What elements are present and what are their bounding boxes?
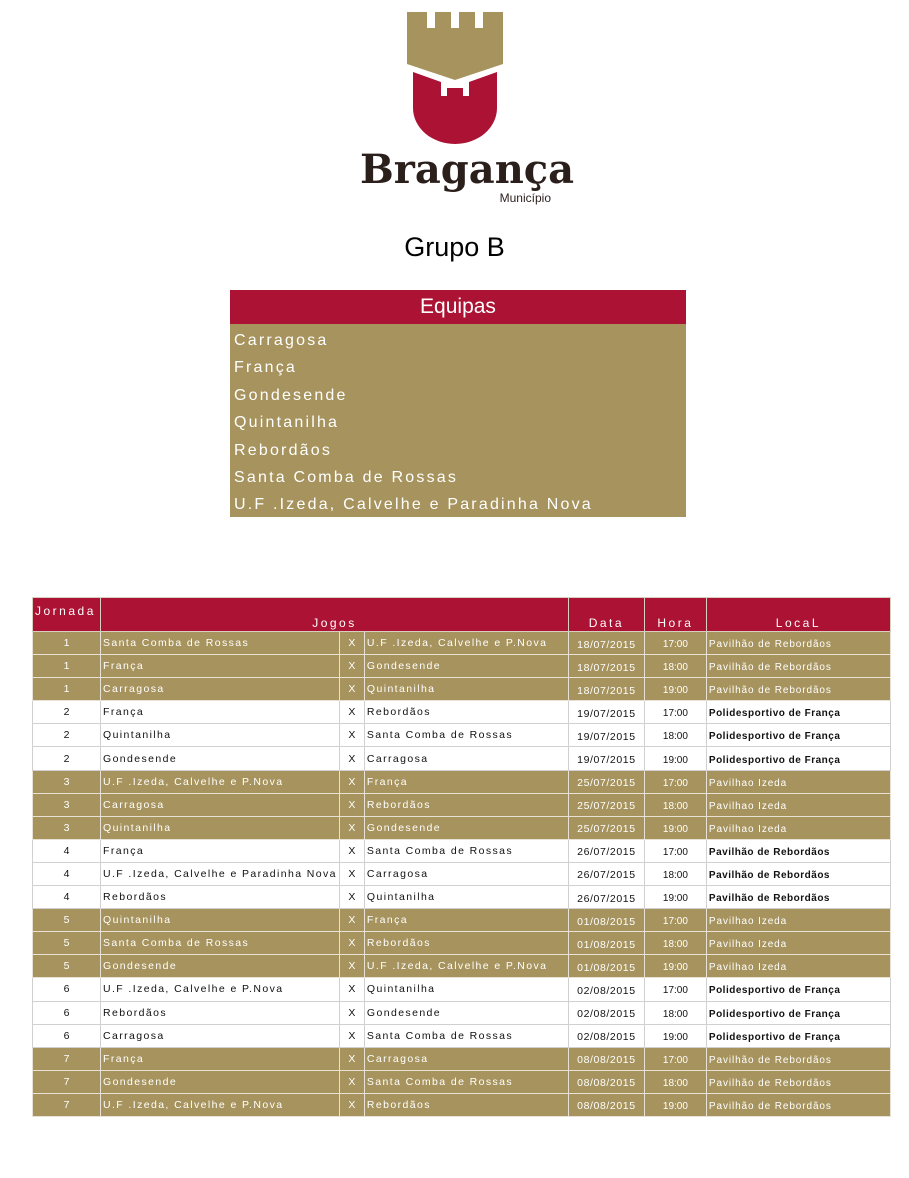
home-team-cell: França [101,839,340,862]
schedule-header-row [33,598,891,632]
team-item: Rebordãos [234,441,333,459]
date-cell: 19/07/2015 [568,747,644,770]
venue-cell: Pavilhao Izeda [706,909,890,932]
jornada-cell: 3 [33,816,101,839]
team-item: U.F .Izeda, Calvelhe e Paradinha Nova [234,496,593,514]
time-cell: 19:00 [644,747,706,770]
away-team-cell: Carragosa [364,862,568,885]
versus-cell: X [339,678,364,701]
versus-cell: X [339,1047,364,1070]
away-team-cell: Santa Comba de Rossas [364,1024,568,1047]
time-cell: 17:00 [644,1047,706,1070]
time-cell: 19:00 [644,678,706,701]
schedule-table [32,597,891,1117]
time-cell: 19:00 [644,1024,706,1047]
away-team-cell: França [364,909,568,932]
versus-cell: X [339,701,364,724]
versus-cell: X [339,886,364,909]
col-header-jornada: Jornada [33,598,101,632]
venue-cell: Pavilhão de Rebordãos [706,1070,890,1093]
venue-cell: Polidesportivo de França [706,747,890,770]
time-cell: 18:00 [644,1070,706,1093]
versus-cell: X [339,909,364,932]
teams-header: Equipas [230,290,686,324]
date-cell: 19/07/2015 [568,701,644,724]
away-team-cell: Carragosa [364,1047,568,1070]
time-cell: 17:00 [644,701,706,724]
jornada-cell: 6 [33,1001,101,1024]
away-team-cell: Santa Comba de Rossas [364,839,568,862]
jornada-cell: 7 [33,1093,101,1116]
home-team-cell: Santa Comba de Rossas [101,932,340,955]
jornada-cell: 2 [33,701,101,724]
teams-list [230,324,686,519]
away-team-cell: Quintanilha [364,978,568,1001]
team-item: Santa Comba de Rossas [234,468,459,486]
away-team-cell: Rebordãos [364,932,568,955]
home-team-cell: França [101,1047,340,1070]
home-team-cell: França [101,701,340,724]
venue-cell: Polidesportivo de França [706,978,890,1001]
date-cell: 19/07/2015 [568,724,644,747]
home-team-cell: U.F .Izeda, Calvelhe e P.Nova [101,770,340,793]
page-title: Grupo B [404,232,505,262]
versus-cell: X [339,632,364,655]
versus-cell: X [339,955,364,978]
time-cell: 18:00 [644,932,706,955]
home-team-cell: U.F .Izeda, Calvelhe e Paradinha Nova [101,862,340,885]
table-row [33,816,891,839]
jornada-cell: 6 [33,1024,101,1047]
versus-cell: X [339,724,364,747]
schedule-body [33,632,891,1117]
time-cell: 17:00 [644,839,706,862]
time-cell: 17:00 [644,632,706,655]
versus-cell: X [339,932,364,955]
table-row [33,862,891,885]
venue-cell: Pavilhao Izeda [706,955,890,978]
date-cell: 02/08/2015 [568,978,644,1001]
date-cell: 26/07/2015 [568,886,644,909]
versus-cell: X [339,655,364,678]
table-row [33,770,891,793]
table-row [33,955,891,978]
away-team-cell: Rebordãos [364,793,568,816]
versus-cell: X [339,770,364,793]
table-row [33,839,891,862]
table-row [33,932,891,955]
jornada-cell: 1 [33,655,101,678]
home-team-cell: Quintanilha [101,816,340,839]
away-team-cell: Santa Comba de Rossas [364,1070,568,1093]
time-cell: 18:00 [644,724,706,747]
home-team-cell: Quintanilha [101,909,340,932]
time-cell: 19:00 [644,886,706,909]
time-cell: 18:00 [644,793,706,816]
jornada-cell: 3 [33,770,101,793]
col-header-jogos: Jogos [101,598,569,632]
venue-cell: Pavilhão de Rebordãos [706,655,890,678]
date-cell: 18/07/2015 [568,655,644,678]
home-team-cell: Carragosa [101,793,340,816]
col-header-hora: Hora [644,598,706,632]
home-team-cell: Rebordãos [101,886,340,909]
jornada-cell: 1 [33,632,101,655]
away-team-cell: U.F .Izeda, Calvelhe e P.Nova [364,632,568,655]
jornada-cell: 5 [33,932,101,955]
jornada-cell: 4 [33,886,101,909]
home-team-cell: Gondesende [101,747,340,770]
versus-cell: X [339,1024,364,1047]
time-cell: 17:00 [644,978,706,1001]
versus-cell: X [339,747,364,770]
date-cell: 26/07/2015 [568,839,644,862]
time-cell: 19:00 [644,816,706,839]
venue-cell: Polidesportivo de França [706,701,890,724]
away-team-cell: U.F .Izeda, Calvelhe e P.Nova [364,955,568,978]
time-cell: 18:00 [644,1001,706,1024]
venue-cell: Pavilhão de Rebordãos [706,1047,890,1070]
table-row [33,1047,891,1070]
date-cell: 02/08/2015 [568,1024,644,1047]
table-row [33,1093,891,1116]
castle-tower-icon [405,10,505,145]
jornada-cell: 6 [33,978,101,1001]
jornada-cell: 4 [33,839,101,862]
table-row [33,701,891,724]
table-row [33,978,891,1001]
home-team-cell: Gondesende [101,955,340,978]
date-cell: 08/08/2015 [568,1093,644,1116]
versus-cell: X [339,839,364,862]
jornada-cell: 7 [33,1047,101,1070]
venue-cell: Polidesportivo de França [706,1024,890,1047]
logo-wordmark: Bragança [360,146,575,193]
jornada-cell: 4 [33,862,101,885]
date-cell: 25/07/2015 [568,770,644,793]
jornada-cell: 5 [33,955,101,978]
home-team-cell: Carragosa [101,1024,340,1047]
venue-cell: Polidesportivo de França [706,1001,890,1024]
date-cell: 01/08/2015 [568,955,644,978]
table-row [33,909,891,932]
jornada-cell: 1 [33,678,101,701]
versus-cell: X [339,816,364,839]
versus-cell: X [339,1070,364,1093]
home-team-cell: Rebordãos [101,1001,340,1024]
table-row [33,1001,891,1024]
jornada-cell: 2 [33,747,101,770]
col-header-data: Data [568,598,644,632]
jornada-cell: 2 [33,724,101,747]
time-cell: 19:00 [644,1093,706,1116]
away-team-cell: Rebordãos [364,1093,568,1116]
time-cell: 17:00 [644,770,706,793]
away-team-cell: Quintanilha [364,678,568,701]
versus-cell: X [339,978,364,1001]
venue-cell: Pavilhao Izeda [706,793,890,816]
table-row [33,724,891,747]
table-row [33,1024,891,1047]
date-cell: 08/08/2015 [568,1047,644,1070]
away-team-cell: Rebordãos [364,701,568,724]
venue-cell: Pavilhão de Rebordãos [706,1093,890,1116]
col-header-local: LocaL [706,598,890,632]
home-team-cell: Carragosa [101,678,340,701]
venue-cell: Pavilhao Izeda [706,816,890,839]
away-team-cell: Gondesende [364,1001,568,1024]
away-team-cell: Santa Comba de Rossas [364,724,568,747]
date-cell: 25/07/2015 [568,793,644,816]
date-cell: 01/08/2015 [568,932,644,955]
venue-cell: Pavilhão de Rebordãos [706,886,890,909]
municipality-logo [355,10,575,205]
team-item: França [234,359,297,377]
team-item: Gondesende [234,386,348,404]
venue-cell: Pavilhão de Rebordãos [706,839,890,862]
away-team-cell: Carragosa [364,747,568,770]
away-team-cell: Gondesende [364,655,568,678]
date-cell: 02/08/2015 [568,1001,644,1024]
team-item: Carragosa [234,332,329,349]
jornada-cell: 5 [33,909,101,932]
time-cell: 17:00 [644,909,706,932]
home-team-cell: França [101,655,340,678]
table-row [33,793,891,816]
time-cell: 19:00 [644,955,706,978]
home-team-cell: Gondesende [101,1070,340,1093]
home-team-cell: U.F .Izeda, Calvelhe e P.Nova [101,978,340,1001]
versus-cell: X [339,1093,364,1116]
date-cell: 25/07/2015 [568,816,644,839]
versus-cell: X [339,862,364,885]
table-row [33,655,891,678]
venue-cell: Pavilhão de Rebordãos [706,862,890,885]
home-team-cell: Quintanilha [101,724,340,747]
venue-cell: Polidesportivo de França [706,724,890,747]
date-cell: 18/07/2015 [568,632,644,655]
team-item: Quintanilha [234,414,340,432]
jornada-cell: 3 [33,793,101,816]
table-row [33,678,891,701]
teams-box [230,290,686,517]
home-team-cell: U.F .Izeda, Calvelhe e P.Nova [101,1093,340,1116]
venue-cell: Pavilhão de Rebordãos [706,632,890,655]
time-cell: 18:00 [644,862,706,885]
date-cell: 26/07/2015 [568,862,644,885]
versus-cell: X [339,1001,364,1024]
venue-cell: Pavilhao Izeda [706,770,890,793]
away-team-cell: Quintanilha [364,886,568,909]
table-row [33,1070,891,1093]
table-row [33,747,891,770]
date-cell: 08/08/2015 [568,1070,644,1093]
venue-cell: Pavilhao Izeda [706,932,890,955]
away-team-cell: França [364,770,568,793]
table-row [33,632,891,655]
date-cell: 01/08/2015 [568,909,644,932]
table-row [33,886,891,909]
date-cell: 18/07/2015 [568,678,644,701]
time-cell: 18:00 [644,655,706,678]
venue-cell: Pavilhão de Rebordãos [706,678,890,701]
jornada-cell: 7 [33,1070,101,1093]
away-team-cell: Gondesende [364,816,568,839]
home-team-cell: Santa Comba de Rossas [101,632,340,655]
logo-subtitle: Município [499,191,551,205]
versus-cell: X [339,793,364,816]
